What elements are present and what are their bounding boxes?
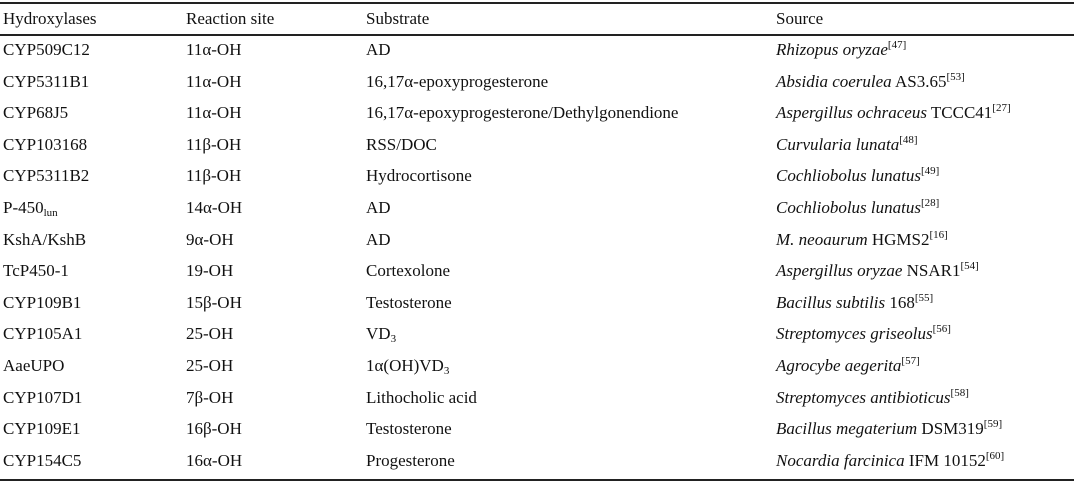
substrate-name: Hydrocortisone <box>366 166 472 186</box>
cell-source <box>776 36 906 64</box>
source-strain: 168 <box>885 292 915 312</box>
source-organism: Streptomyces griseolus <box>776 324 933 344</box>
reference-citation: [16] <box>929 228 948 241</box>
substrate-name: AD <box>366 198 391 217</box>
cell-source <box>776 131 918 159</box>
cell-source <box>776 415 1002 443</box>
cell-reaction-site: 16β-OH <box>186 419 242 439</box>
reference-citation: [49] <box>920 165 940 178</box>
source-organism: Cochliobolus lunatus <box>776 198 921 217</box>
cell-reaction-site: 25-OH <box>186 356 234 375</box>
reference-citation: [53] <box>946 70 965 83</box>
substrate-name: Lithocholic acid <box>366 387 477 407</box>
cell-source <box>776 352 920 380</box>
cell-hydroxylase <box>3 99 68 127</box>
cell-reaction-site: 11α-OH <box>186 40 242 59</box>
source-organism: Cochliobolus lunatus <box>776 166 921 186</box>
table-row <box>0 415 1074 443</box>
substrate-name: Testosterone <box>366 419 452 439</box>
substrate-name: 16,17α-epoxyprogesterone/Dethylgonendione <box>366 103 679 123</box>
hydroxylase-name: TcP450-1 <box>3 261 69 281</box>
source-strain: TCCC41 <box>926 103 993 123</box>
cell-substrate <box>366 289 452 317</box>
source-organism: Bacillus megaterium <box>776 419 918 439</box>
substrate-subscript: 3 <box>443 365 450 377</box>
header-substrate: Substrate <box>366 9 430 28</box>
cell-substrate <box>366 99 678 127</box>
cell-source <box>776 194 939 222</box>
source-organism: Streptomyces antibioticus <box>776 387 951 407</box>
cell-substrate <box>366 194 391 222</box>
cell-reaction-site: 11β-OH <box>186 134 242 154</box>
cell-reaction-site: 7β-OH <box>186 387 234 407</box>
cell-hydroxylase <box>3 352 64 380</box>
reference-citation: [55] <box>914 291 934 304</box>
cell-hydroxylase <box>3 447 81 475</box>
table-row <box>0 162 1074 190</box>
reference-citation: [54] <box>960 260 979 273</box>
table-row <box>0 289 1074 317</box>
reference-citation: [59] <box>983 418 1003 431</box>
substrate-subscript: 3 <box>390 333 397 346</box>
cell-reaction-site: 9α-OH <box>186 229 234 249</box>
hydroxylase-name: P-450 <box>3 198 44 217</box>
substrate-name: VD <box>366 324 391 344</box>
hydroxylase-name: CYP103168 <box>3 134 88 154</box>
hydroxylase-name: CYP109B1 <box>3 292 82 312</box>
cell-source <box>776 162 939 190</box>
hydroxylase-subscript: lun <box>43 207 58 219</box>
hydroxylase-name: CYP68J5 <box>3 103 69 123</box>
source-organism: Rhizopus oryzae <box>776 40 888 59</box>
header-reaction-site: Reaction site <box>186 9 275 28</box>
table-row <box>0 194 1074 222</box>
hydroxylase-name: CYP5311B1 <box>3 71 90 91</box>
hydroxylase-name: CYP105A1 <box>3 324 83 344</box>
cell-substrate <box>366 226 391 254</box>
reference-citation: [28] <box>920 197 940 209</box>
cell-source <box>776 257 979 285</box>
substrate-name: Cortexolone <box>366 261 451 281</box>
cell-source <box>776 226 948 254</box>
hydroxylase-name: CYP109E1 <box>3 419 81 439</box>
cell-substrate <box>366 352 449 380</box>
cell-hydroxylase <box>3 289 81 317</box>
substrate-name: Progesterone <box>366 450 455 470</box>
cell-hydroxylase <box>3 131 87 159</box>
substrate-name: 16,17α-epoxyprogesterone <box>366 71 549 91</box>
header-source: Source <box>776 9 824 28</box>
substrate-name: 1α(OH)VD <box>366 356 444 375</box>
source-organism: Agrocybe aegerita <box>776 356 902 375</box>
table-top-rule <box>0 2 1074 4</box>
cell-hydroxylase <box>3 257 69 285</box>
cell-reaction-site: 14α-OH <box>186 198 243 217</box>
table-row <box>0 226 1074 254</box>
hydroxylase-name: AaeUPO <box>3 356 65 375</box>
table-row <box>0 320 1074 348</box>
table-header-row <box>0 5 1074 33</box>
hydroxylase-name: CYP5311B2 <box>3 166 90 186</box>
substrate-name: Testosterone <box>366 292 452 312</box>
substrate-name: RSS/DOC <box>366 134 437 154</box>
cell-substrate <box>366 257 450 285</box>
reference-citation: [47] <box>887 39 907 51</box>
cell-hydroxylase <box>3 68 89 96</box>
cell-hydroxylase <box>3 36 90 64</box>
hydroxylase-name: KshA/KshB <box>3 229 87 249</box>
cell-source <box>776 447 1004 475</box>
cell-substrate <box>366 68 548 96</box>
source-strain: NSAR1 <box>902 261 961 281</box>
table-row <box>0 99 1074 127</box>
source-organism: Absidia coerulea <box>776 71 892 91</box>
cell-reaction-site: 11α-OH <box>186 71 242 91</box>
source-organism: Aspergillus ochraceus <box>776 103 927 123</box>
cell-substrate <box>366 447 455 475</box>
reference-citation: [57] <box>901 355 920 367</box>
cell-source <box>776 384 969 412</box>
table-row <box>0 257 1074 285</box>
source-organism: Aspergillus oryzae <box>776 261 903 281</box>
cell-substrate <box>366 320 396 348</box>
reference-citation: [56] <box>932 323 951 336</box>
cell-source <box>776 320 951 348</box>
hydroxylase-name: CYP154C5 <box>3 450 82 470</box>
source-organism: Nocardia farcinica <box>776 450 905 470</box>
cell-hydroxylase <box>3 384 82 412</box>
table-row <box>0 131 1074 159</box>
cell-source <box>776 68 965 96</box>
source-organism: Bacillus subtilis <box>776 292 886 312</box>
cell-source <box>776 289 933 317</box>
table-bottom-rule <box>0 479 1074 481</box>
cell-reaction-site: 11β-OH <box>186 166 242 186</box>
cell-hydroxylase <box>3 194 58 222</box>
cell-source <box>776 99 1011 127</box>
cell-reaction-site: 11α-OH <box>186 103 242 123</box>
reference-citation: [48] <box>899 133 918 146</box>
table-row <box>0 36 1074 64</box>
cell-hydroxylase <box>3 226 86 254</box>
table-row <box>0 68 1074 96</box>
header-hydroxylases: Hydroxylases <box>3 9 97 28</box>
cell-reaction-site: 19-OH <box>186 261 234 281</box>
source-strain: HGMS2 <box>867 229 930 249</box>
substrate-name: AD <box>366 40 391 59</box>
source-strain: DSM319 <box>917 419 984 439</box>
cell-hydroxylase <box>3 320 82 348</box>
cell-reaction-site: 15β-OH <box>186 292 242 312</box>
cell-reaction-site: 16α-OH <box>186 450 243 470</box>
cell-substrate <box>366 36 391 64</box>
source-strain: AS3.65 <box>891 71 947 91</box>
cell-substrate <box>366 162 472 190</box>
cell-substrate <box>366 131 437 159</box>
source-organism: Curvularia lunata <box>776 134 900 154</box>
cell-reaction-site: 25-OH <box>186 324 234 344</box>
hydroxylase-name: CYP509C12 <box>3 40 90 59</box>
table-row <box>0 352 1074 380</box>
cell-hydroxylase <box>3 415 80 443</box>
substrate-name: AD <box>366 229 391 249</box>
table-row <box>0 384 1074 412</box>
reference-citation: [27] <box>992 102 1011 115</box>
source-strain: IFM 10152 <box>904 450 986 470</box>
source-organism: M. neoaurum <box>776 229 868 249</box>
reference-citation: [58] <box>950 386 969 399</box>
reference-citation: [60] <box>985 449 1005 462</box>
hydroxylase-name: CYP107D1 <box>3 387 83 407</box>
cell-substrate <box>366 384 477 412</box>
table-row <box>0 447 1074 475</box>
cell-substrate <box>366 415 452 443</box>
cell-hydroxylase <box>3 162 89 190</box>
